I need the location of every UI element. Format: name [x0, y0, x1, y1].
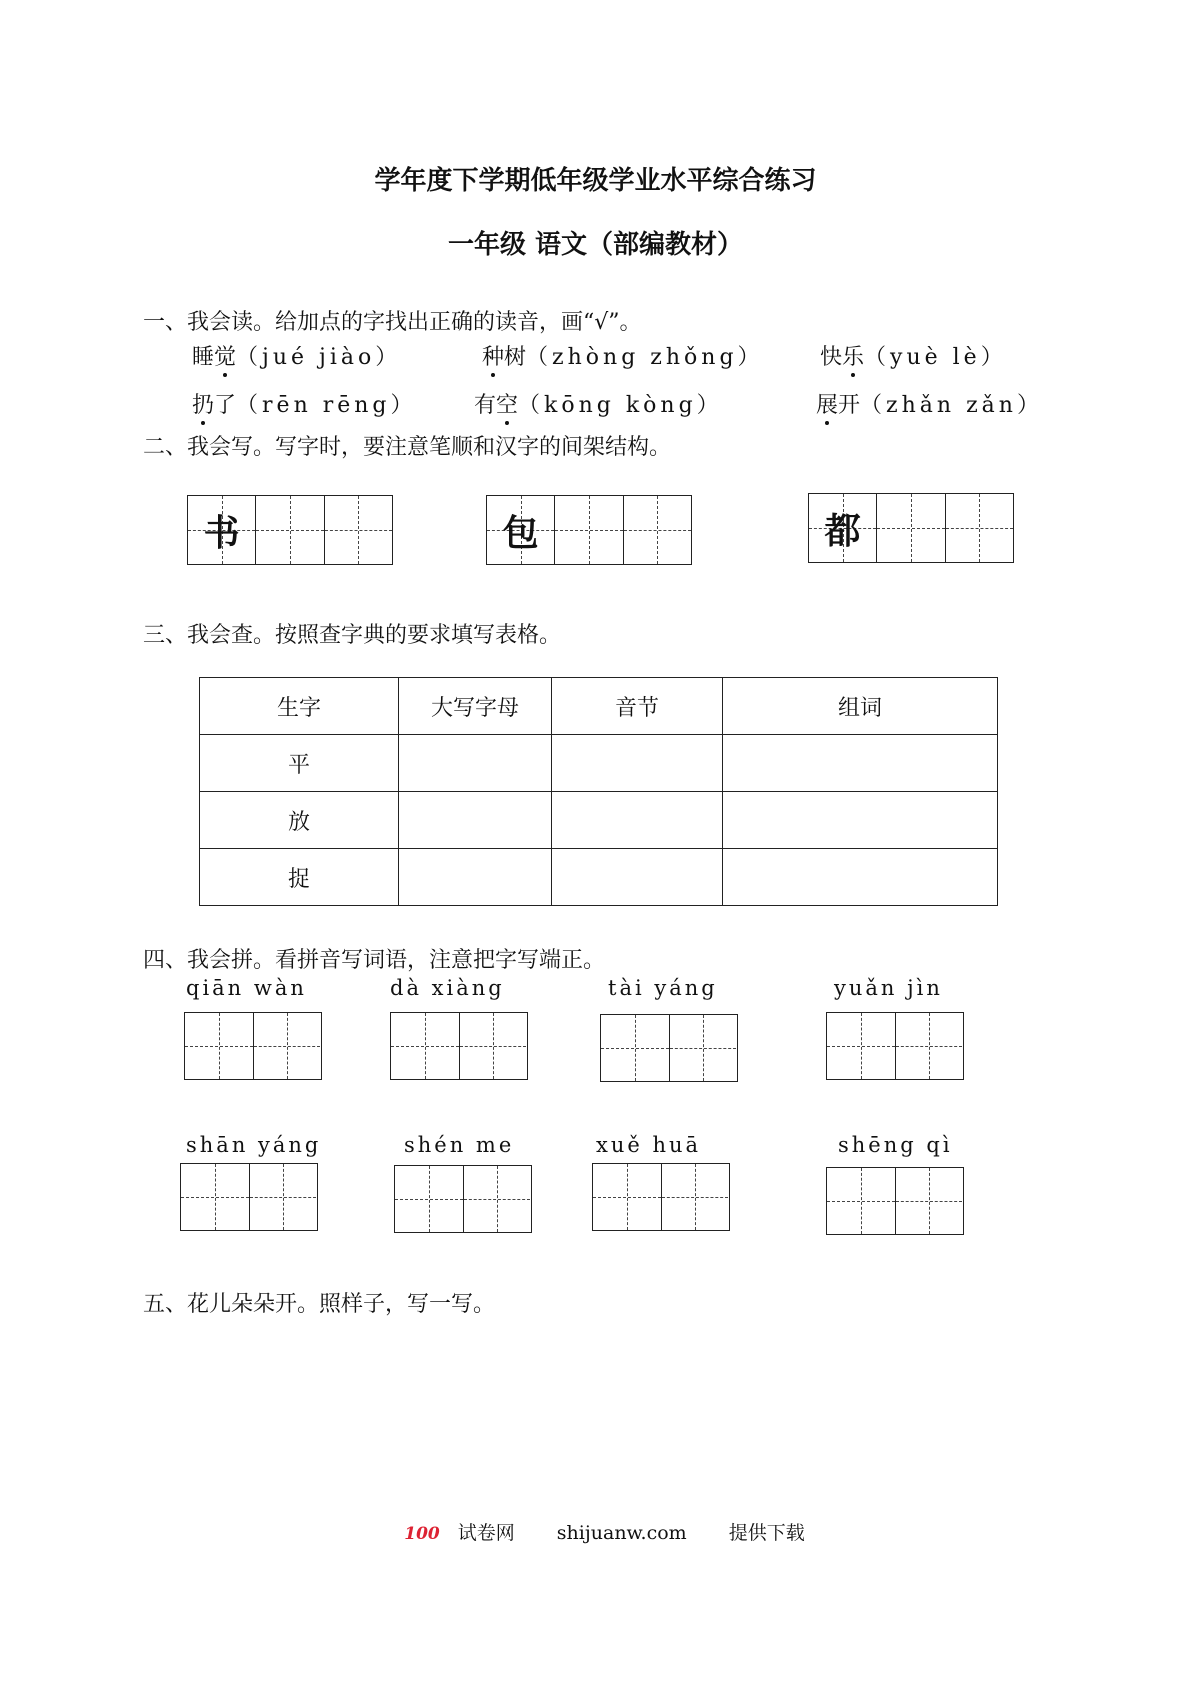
table-header: 大写字母	[399, 678, 552, 735]
read-char-dotted: 觉	[214, 340, 236, 371]
grid-cell[interactable]	[593, 1164, 662, 1230]
pinyin-word: xuě huā	[596, 1133, 702, 1157]
grid-cell[interactable]	[624, 496, 691, 564]
footer-url[interactable]: shijuanw.com	[556, 1522, 687, 1544]
read-pinyin-options: （yuè lè）	[864, 345, 1007, 370]
read-item	[816, 388, 1043, 419]
grid-cell[interactable]	[827, 1168, 896, 1234]
pinyin-word: shēng qì	[838, 1133, 953, 1157]
page-subtitle: 一年级 语文（部编教材）	[447, 230, 744, 260]
footer	[0, 1518, 1191, 1545]
grid-cell[interactable]	[946, 494, 1013, 562]
section3-heading: 三、我会查。按照查字典的要求填写表格。	[143, 623, 562, 648]
read-char-dotted: 乐	[842, 340, 864, 371]
writing-grid[interactable]	[187, 495, 393, 565]
table-cell-char: 平	[200, 735, 399, 792]
read-char: 树	[504, 345, 527, 370]
grid-cell[interactable]	[325, 496, 392, 564]
read-char: 睡	[192, 345, 215, 370]
grid-cell[interactable]	[254, 1013, 320, 1079]
grid-cell[interactable]	[670, 1015, 736, 1081]
table-cell-char: 放	[200, 792, 399, 849]
table-cell-blank[interactable]	[723, 849, 998, 906]
table-cell-blank[interactable]	[552, 735, 723, 792]
grid-cell[interactable]	[827, 1013, 896, 1079]
grid-cell[interactable]	[662, 1164, 728, 1230]
grid-cell[interactable]	[464, 1166, 530, 1232]
writing-grid[interactable]	[184, 1012, 322, 1080]
grid-cell[interactable]	[555, 496, 623, 564]
table-cell-blank[interactable]	[723, 792, 998, 849]
model-char: 书	[203, 511, 240, 554]
grid-cell[interactable]	[185, 1013, 254, 1079]
read-char: 有	[474, 393, 497, 418]
pinyin-word: yuǎn jìn	[834, 976, 943, 1000]
writing-grid[interactable]	[600, 1014, 738, 1082]
read-char: 开	[838, 393, 861, 418]
pinyin-word: dà xiàng	[390, 976, 505, 1000]
writing-grid[interactable]	[826, 1167, 964, 1235]
section2-heading: 二、我会写。写字时，要注意笔顺和汉字的间架结构。	[143, 435, 672, 460]
table-row	[200, 849, 998, 906]
table-header-row	[200, 678, 998, 735]
pinyin-word: qiān wàn	[186, 976, 307, 1000]
table-row	[200, 792, 998, 849]
site-logo: 100	[404, 1524, 440, 1544]
grid-cell[interactable]	[487, 496, 555, 564]
pinyin-word: shān yáng	[186, 1133, 322, 1157]
table-header: 组词	[723, 678, 998, 735]
read-item	[474, 388, 723, 419]
model-char: 都	[824, 509, 861, 552]
writing-grid[interactable]	[180, 1163, 318, 1231]
writing-grid[interactable]	[394, 1165, 532, 1233]
pinyin-word: tài yáng	[608, 976, 718, 1000]
read-item	[192, 388, 417, 419]
read-pinyin-options: （kōng kòng）	[518, 393, 723, 418]
grid-cell[interactable]	[896, 1013, 962, 1079]
section5-heading: 五、花儿朵朵开。照样子，写一写。	[143, 1292, 496, 1317]
section4-heading: 四、我会拼。看拼音写词语，注意把字写端正。	[143, 948, 606, 973]
read-pinyin-options: （rēn rēng）	[236, 393, 417, 418]
writing-grid[interactable]	[592, 1163, 730, 1231]
grid-cell[interactable]	[601, 1015, 670, 1081]
grid-cell[interactable]	[256, 496, 324, 564]
grid-cell[interactable]	[896, 1168, 962, 1234]
table-cell-blank[interactable]	[399, 792, 552, 849]
read-char-dotted: 种	[482, 340, 504, 371]
dictionary-table	[199, 677, 998, 906]
grid-cell[interactable]	[877, 494, 945, 562]
table-cell-blank[interactable]	[399, 849, 552, 906]
grid-cell[interactable]	[181, 1164, 250, 1230]
section1-heading: 一、我会读。给加点的字找出正确的读音，画“√”。	[143, 310, 642, 335]
grid-cell[interactable]	[809, 494, 877, 562]
read-char-dotted: 展	[816, 388, 838, 419]
pinyin-word: shén me	[404, 1133, 515, 1157]
grid-cell[interactable]	[391, 1013, 460, 1079]
footer-brand	[386, 1522, 515, 1544]
table-cell-char: 捉	[200, 849, 399, 906]
read-char-dotted: 空	[496, 388, 518, 419]
footer-site-name: 试卷网	[457, 1522, 515, 1544]
read-char-dotted: 扔	[192, 388, 214, 419]
writing-grid[interactable]	[390, 1012, 528, 1080]
model-char: 包	[502, 511, 539, 554]
read-pinyin-options: （jué jiào）	[236, 345, 402, 370]
read-item	[820, 340, 1007, 371]
read-char: 快	[820, 345, 843, 370]
writing-grid[interactable]	[808, 493, 1014, 563]
table-cell-blank[interactable]	[399, 735, 552, 792]
table-cell-blank[interactable]	[552, 849, 723, 906]
grid-cell[interactable]	[395, 1166, 464, 1232]
read-pinyin-options: （zhǎn zǎn）	[860, 393, 1043, 418]
table-header: 生字	[200, 678, 399, 735]
read-item	[482, 340, 764, 371]
writing-grid[interactable]	[486, 495, 692, 565]
grid-cell[interactable]	[460, 1013, 526, 1079]
table-cell-blank[interactable]	[552, 792, 723, 849]
grid-cell[interactable]	[250, 1164, 316, 1230]
table-header: 音节	[552, 678, 723, 735]
table-cell-blank[interactable]	[723, 735, 998, 792]
grid-cell[interactable]	[188, 496, 256, 564]
footer-note: 提供下载	[728, 1522, 805, 1544]
read-item	[192, 340, 401, 371]
table-row	[200, 735, 998, 792]
read-char: 了	[214, 393, 237, 418]
writing-grid[interactable]	[826, 1012, 964, 1080]
page-title: 学年度下学期低年级学业水平综合练习	[374, 166, 817, 196]
read-pinyin-options: （zhòng zhǒng）	[526, 345, 764, 370]
